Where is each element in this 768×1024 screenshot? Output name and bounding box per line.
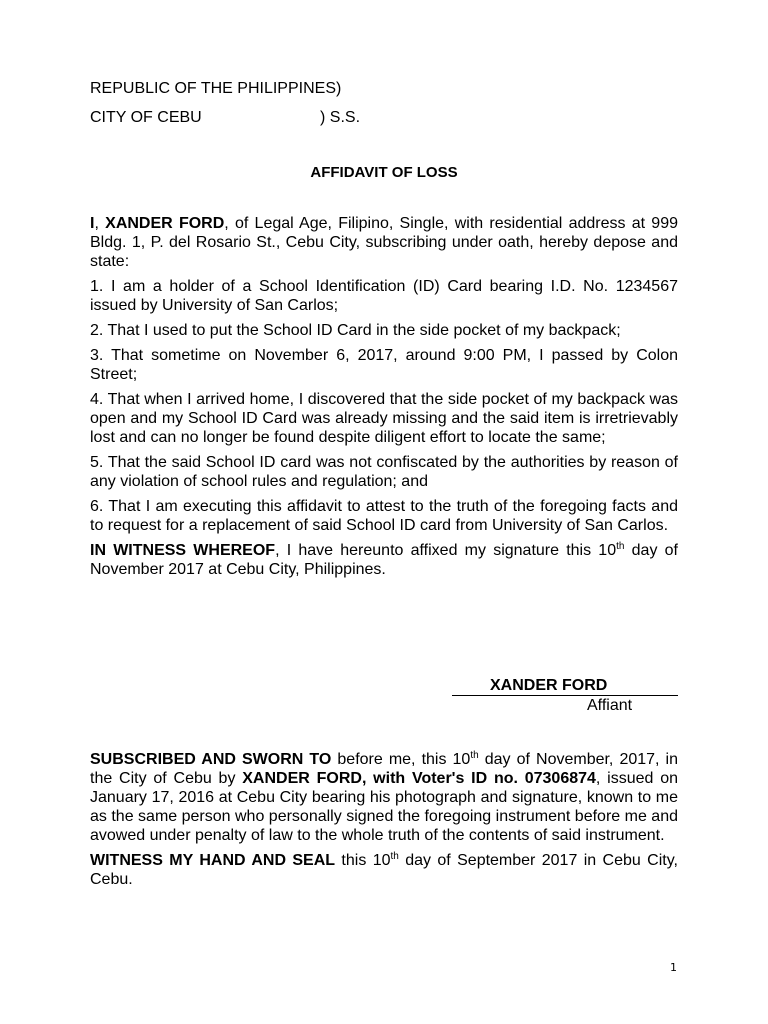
venue-ss: ) S.S. [320,109,361,126]
witness-text: , I have hereunto affixed my signature this 10 [275,542,617,559]
ordinal-suffix: th [470,750,479,761]
document-title: AFFIDAVIT OF LOSS [310,164,458,181]
jurat-voter-id: , with Voter's ID no. 07306874 [361,770,596,787]
jurat-text: day of November, 2017, in the City of Cebu by [90,751,679,787]
jurat-block [90,750,678,895]
venue-republic: REPUBLIC OF THE PHILIPPINES) [90,80,342,97]
intro-pronoun: I [90,215,95,232]
statement-item: 6. That I am executing this affidavit to attest to the truth of the foregoing facts and to request for a replacement of said School ID card from University of San Carlos. [90,498,678,534]
jurat-paragraph [90,750,678,845]
witness-paragraph [90,541,678,579]
affiant-name: XANDER FORD [105,215,225,232]
ordinal-suffix: th [616,541,625,552]
witness-heading: IN WITNESS WHEREOF [90,542,276,559]
jurat-heading: SUBSCRIBED AND SWORN TO [90,751,332,768]
statement-item: 3. That sometime on November 6, 2017, around 9:00 PM, I passed by Colon Street; [90,347,678,383]
venue-city: CITY OF CEBU [90,109,202,126]
affidavit-body [90,214,678,585]
jurat-text: before me, this 10 [331,751,471,768]
jurat-text: , issued on January 17, 2016 at Cebu City bearing his photograph and signature, known to me as the same person who personally signed the foregoing instrument before me and avowed under penalty of law to the whole truth of the contents of said instrument. [90,770,678,844]
seal-paragraph [90,851,678,889]
seal-text: this 10 [335,852,391,869]
intro-comma: , [94,215,106,232]
intro-paragraph [90,214,678,271]
signature-role: Affiant [587,697,633,714]
signature-block [452,676,678,715]
statement-item: 5. That the said School ID card was not confiscated by the authorities by reason of any violation of school rules and regulation; and [90,454,678,490]
venue-line-1 [90,79,360,108]
seal-text: day of September 2017 in Cebu City, Cebu. [90,852,678,888]
statement-item: 4. That when I arrived home, I discovered that the side pocket of my backpack was open and my School ID Card was already missing and the said item is irretrievably lost and can no longer be found despite diligent effort to locate the same; [90,391,678,446]
witness-text: day of November 2017 at Cebu City, Philippines. [90,542,678,578]
ordinal-suffix: th [390,851,399,862]
statement-item: 1. I am a holder of a School Identification (ID) Card bearing I.D. No. 1234567 issued by University of San Carlos; [90,278,678,314]
page-number: 1 [670,961,677,974]
venue-line-2 [90,108,360,137]
seal-heading: WITNESS MY HAND AND SEAL [90,852,336,869]
venue-block [90,79,360,137]
statement-item: 2. That I used to put the School ID Card in the side pocket of my backpack; [90,322,621,339]
jurat-affiant-name: XANDER FORD [242,770,362,787]
signature-line: XANDER FORD [452,676,678,696]
intro-text: , of Legal Age, Filipino, Single, with residential address at 999 Bldg. 1, P. del Rosario St., Cebu City, subscribing under oath, hereby depose and state: [90,215,679,270]
